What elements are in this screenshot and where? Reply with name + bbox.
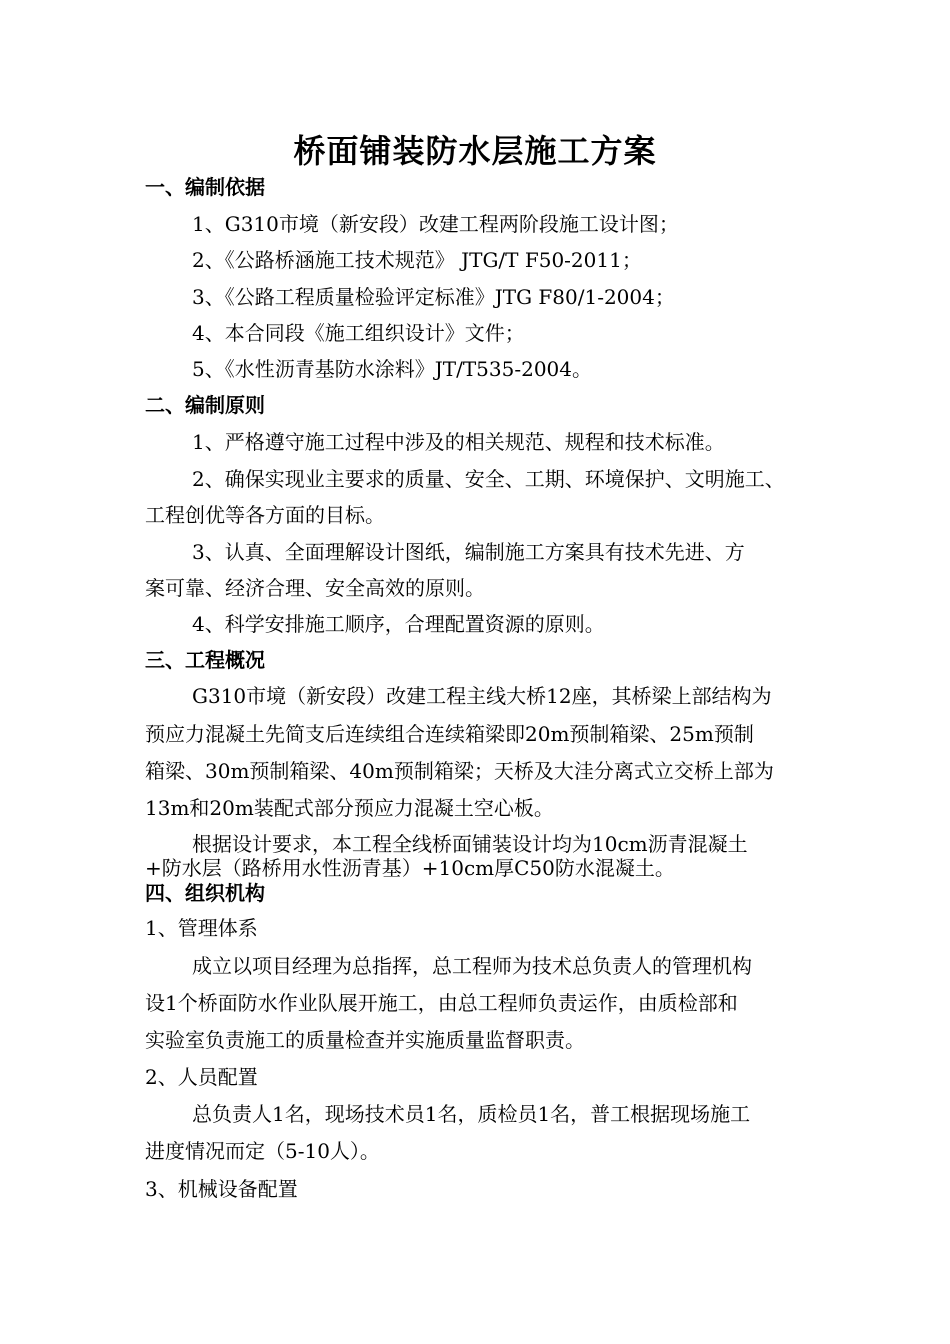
overview-para-1-line-1: G310市境（新安段）改建工程主线大桥12座，其桥梁上部结构为 — [192, 684, 772, 708]
subheading-equipment: 3、机械设备配置 — [145, 1177, 298, 1201]
basis-item-5: 5、《水性沥青基防水涂料》JT/T535-2004。 — [192, 357, 592, 381]
overview-para-1-line-4: 13m和20m装配式部分预应力混凝土空心板。 — [145, 796, 554, 820]
overview-para-2-line-1: 根据设计要求，本工程全线桥面铺装设计均为10cm沥青混凝土 — [192, 832, 748, 856]
principle-2-line-1: 2、确保实现业主要求的质量、安全、工期、环境保护、文明施工、 — [192, 467, 785, 491]
staffing-line-2: 进度情况而定（5-10人）。 — [145, 1139, 380, 1163]
subheading-staffing: 2、人员配置 — [145, 1065, 258, 1089]
staffing-line-1: 总负责人1名，现场技术员1名，质检员1名，普工根据现场施工 — [192, 1102, 751, 1126]
basis-item-2: 2、《公路桥涵施工技术规范》 JTG/T F50-2011； — [192, 248, 642, 272]
section-heading-principles: 二、编制原则 — [145, 393, 265, 417]
overview-para-2-line-2: +防水层（路桥用水性沥青基）+10cm厚C50防水混凝土。 — [145, 856, 675, 880]
management-line-3: 实验室负责施工的质量检查并实施质量监督职责。 — [145, 1028, 585, 1052]
basis-item-3: 3、《公路工程质量检验评定标准》JTG F80/1-2004； — [192, 285, 675, 309]
management-line-1: 成立以项目经理为总指挥，总工程师为技术总负责人的管理机构 — [192, 954, 752, 978]
section-heading-organization: 四、组织机构 — [145, 881, 265, 905]
management-line-2: 设1个桥面防水作业队展开施工，由总工程师负责运作，由质检部和 — [145, 991, 738, 1015]
section-heading-basis: 一、编制依据 — [145, 175, 265, 199]
principle-3-line-1: 3、认真、全面理解设计图纸，编制施工方案具有技术先进、方 — [192, 540, 745, 564]
principle-1: 1、严格遵守施工过程中涉及的相关规范、规程和技术标准。 — [192, 430, 725, 454]
principle-2-line-2: 工程创优等各方面的目标。 — [145, 503, 385, 527]
principle-3-line-2: 案可靠、经济合理、安全高效的原则。 — [145, 576, 485, 600]
overview-para-1-line-2: 预应力混凝土先简支后连续组合连续箱梁即20m预制箱梁、25m预制 — [145, 722, 754, 746]
overview-para-1-line-3: 箱梁、30m预制箱梁、40m预制箱梁；天桥及大洼分离式立交桥上部为 — [145, 759, 774, 783]
document-title: 桥面铺装防水层施工方案 — [293, 132, 657, 170]
principle-4: 4、科学安排施工顺序，合理配置资源的原则。 — [192, 612, 605, 636]
section-heading-overview: 三、工程概况 — [145, 648, 265, 672]
subheading-management-system: 1、管理体系 — [145, 916, 258, 940]
basis-item-4: 4、本合同段《施工组织设计》文件； — [192, 321, 525, 345]
basis-item-1: 1、G310市境（新安段）改建工程两阶段施工设计图； — [192, 212, 679, 236]
